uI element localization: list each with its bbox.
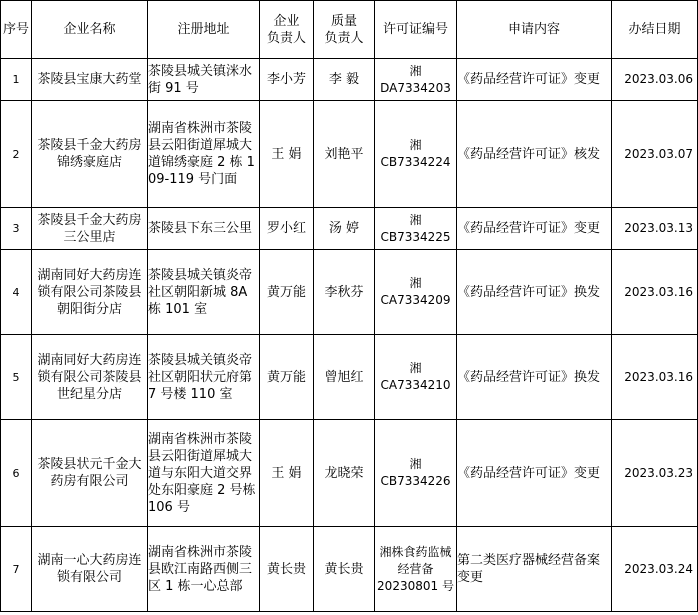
row-address: 湖南省株洲市茶陵县云阳街道犀城大道与东阳大道交界处东阳豪庭 2 号栋 106 号 bbox=[148, 420, 260, 527]
row-address: 湖南省株洲市茶陵县欧江南路西侧三区 1 栋一心总部 bbox=[148, 527, 260, 612]
header-quality-person-line2: 负责人 bbox=[324, 30, 364, 46]
header-seq: 序号 bbox=[1, 1, 32, 59]
row-legal-person: 罗小红 bbox=[260, 208, 314, 250]
row-address: 茶陵县城关镇洣水街 91 号 bbox=[148, 59, 260, 101]
row-quality-person: 刘艳平 bbox=[314, 101, 375, 208]
row-name: 茶陵县千金大药房三公里店 bbox=[32, 208, 148, 250]
row-request: 《药品经营许可证》核发 bbox=[457, 101, 612, 208]
header-legal-person-line2: 负责人 bbox=[266, 30, 306, 46]
row-quality-person: 龙晓荣 bbox=[314, 420, 375, 527]
header-row bbox=[1, 1, 698, 59]
row-request: 《药品经营许可证》换发 bbox=[457, 250, 612, 335]
row-seq: 4 bbox=[1, 250, 32, 335]
row-address: 茶陵县城关镇炎帝社区朝阳状元府第 7 号楼 110 室 bbox=[148, 335, 260, 420]
row-license-prefix: 湘 bbox=[409, 212, 422, 227]
row-license bbox=[375, 250, 457, 335]
row-seq: 3 bbox=[1, 208, 32, 250]
header-legal-person bbox=[260, 1, 314, 59]
row-date: 2023.03.07 bbox=[612, 101, 698, 208]
row-license-code: 20230801 号 bbox=[377, 578, 454, 593]
row-license bbox=[375, 59, 457, 101]
row-license-code: CB7334226 bbox=[380, 474, 451, 488]
row-license-code: CA7334209 bbox=[380, 293, 451, 307]
table-row bbox=[1, 101, 698, 208]
row-request: 第二类医疗器械经营备案变更 bbox=[457, 527, 612, 612]
row-name: 湖南同好大药房连锁有限公司茶陵县朝阳街分店 bbox=[32, 250, 148, 335]
row-seq: 7 bbox=[1, 527, 32, 612]
row-quality-person: 汤 婷 bbox=[314, 208, 375, 250]
row-request: 《药品经营许可证》变更 bbox=[457, 420, 612, 527]
row-address: 茶陵县下东三公里 bbox=[148, 208, 260, 250]
table-row bbox=[1, 335, 698, 420]
header-quality-person-line1: 质量 bbox=[330, 13, 357, 29]
row-date: 2023.03.16 bbox=[612, 335, 698, 420]
row-date: 2023.03.24 bbox=[612, 527, 698, 612]
row-legal-person: 黄万能 bbox=[260, 335, 314, 420]
row-date: 2023.03.13 bbox=[612, 208, 698, 250]
header-address: 注册地址 bbox=[148, 1, 260, 59]
row-quality-person: 黄长贵 bbox=[314, 527, 375, 612]
table-row bbox=[1, 59, 698, 101]
row-license-code: DA7334203 bbox=[380, 80, 451, 95]
header-request: 申请内容 bbox=[457, 1, 612, 59]
row-quality-person: 李秋芬 bbox=[314, 250, 375, 335]
row-quality-person: 李 毅 bbox=[314, 59, 375, 101]
header-license-no: 许可证编号 bbox=[375, 1, 457, 59]
row-request: 《药品经营许可证》变更 bbox=[457, 59, 612, 101]
row-address: 湖南省株洲市茶陵县云阳街道犀城大道锦绣豪庭 2 栋 109-119 号门面 bbox=[148, 101, 260, 208]
row-date: 2023.03.16 bbox=[612, 250, 698, 335]
row-name: 湖南一心大药房连锁有限公司 bbox=[32, 527, 148, 612]
row-legal-person: 王 娟 bbox=[260, 420, 314, 527]
row-quality-person: 曾旭红 bbox=[314, 335, 375, 420]
row-license bbox=[375, 208, 457, 250]
row-license-prefix: 湘 bbox=[409, 276, 422, 290]
row-legal-person: 黄万能 bbox=[260, 250, 314, 335]
row-seq: 5 bbox=[1, 335, 32, 420]
row-name: 茶陵县千金大药房锦绣豪庭店 bbox=[32, 101, 148, 208]
row-license-prefix: 湘 bbox=[409, 63, 422, 78]
row-address: 茶陵县城关镇炎帝社区朝阳新城 8A 栋 101 室 bbox=[148, 250, 260, 335]
row-license bbox=[375, 420, 457, 527]
row-license bbox=[375, 527, 457, 612]
row-license-code: CA7334210 bbox=[380, 378, 451, 392]
row-legal-person: 王 娟 bbox=[260, 101, 314, 208]
row-license-prefix: 湘 bbox=[409, 138, 422, 152]
row-license bbox=[375, 335, 457, 420]
row-license-prefix: 湘株食药监械经营备 bbox=[379, 544, 452, 576]
row-license-prefix: 湘 bbox=[409, 361, 422, 375]
row-name: 湖南同好大药房连锁有限公司茶陵县世纪星分店 bbox=[32, 335, 148, 420]
row-seq: 6 bbox=[1, 420, 32, 527]
row-seq: 1 bbox=[1, 59, 32, 101]
row-license-prefix: 湘 bbox=[409, 457, 422, 471]
row-license-code: CB7334225 bbox=[380, 229, 451, 244]
row-name: 茶陵县状元千金大药房有限公司 bbox=[32, 420, 148, 527]
header-quality-person bbox=[314, 1, 375, 59]
row-legal-person: 黄长贵 bbox=[260, 527, 314, 612]
table-row bbox=[1, 420, 698, 527]
row-license bbox=[375, 101, 457, 208]
row-legal-person: 李小芳 bbox=[260, 59, 314, 101]
table-row bbox=[1, 208, 698, 250]
row-request: 《药品经营许可证》换发 bbox=[457, 335, 612, 420]
row-request: 《药品经营许可证》变更 bbox=[457, 208, 612, 250]
table-row bbox=[1, 527, 698, 612]
row-name: 茶陵县宝康大药堂 bbox=[32, 59, 148, 101]
row-seq: 2 bbox=[1, 101, 32, 208]
table-row bbox=[1, 250, 698, 335]
header-name: 企业名称 bbox=[32, 1, 148, 59]
row-date: 2023.03.06 bbox=[612, 59, 698, 101]
header-date: 办结日期 bbox=[612, 1, 698, 59]
row-date: 2023.03.23 bbox=[612, 420, 698, 527]
row-license-code: CB7334224 bbox=[380, 155, 451, 169]
header-legal-person-line1: 企业 bbox=[273, 13, 300, 29]
